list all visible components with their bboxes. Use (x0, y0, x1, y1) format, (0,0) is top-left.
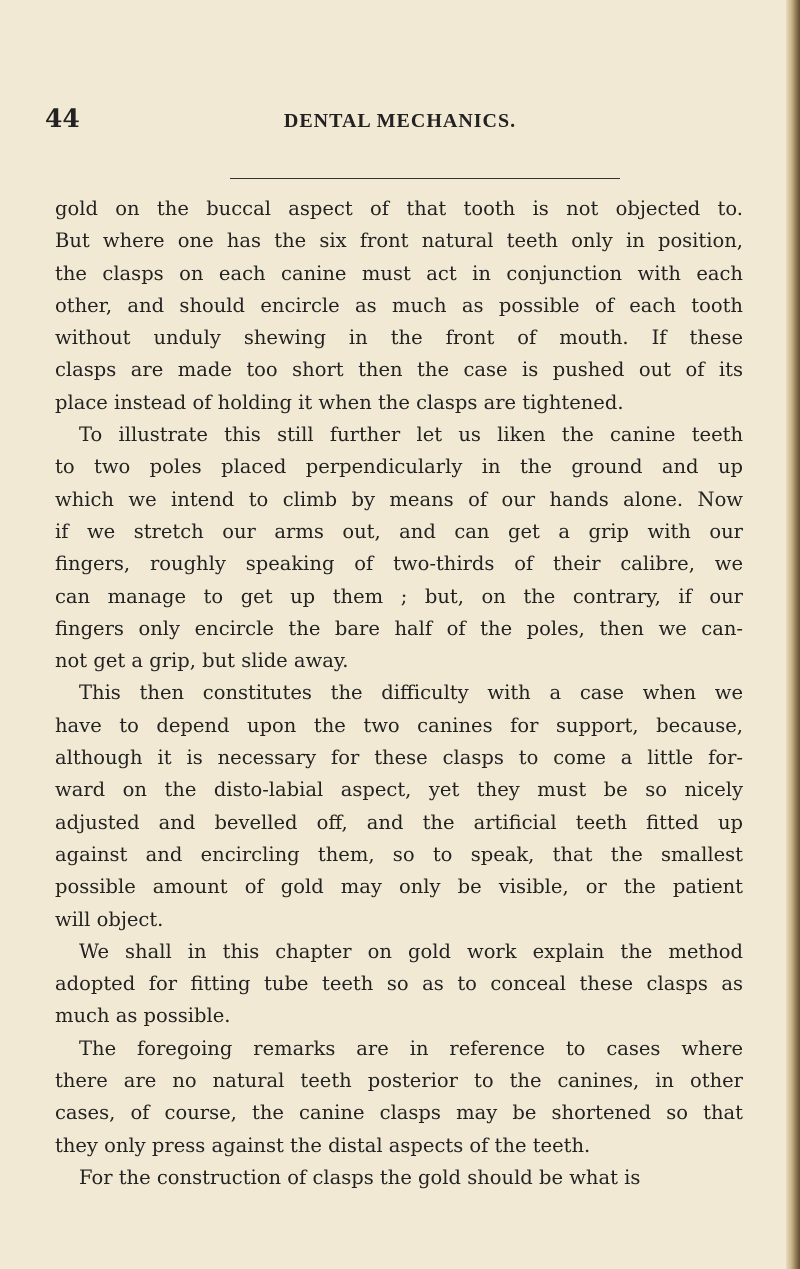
text-line: This then constitutes the difficulty with a case when we (79, 681, 743, 705)
text-line: the clasps on each canine must act in conjunction with each (55, 261, 743, 285)
page-edge (786, 0, 800, 1269)
text-line: cases, of course, the canine clasps may be shortened so that (55, 1101, 743, 1125)
text-line: gold on the buccal aspect of that tooth is not objected to. (55, 197, 743, 220)
text-line: The foregoing remarks are in reference to cases where (79, 1036, 743, 1060)
text-line: adopted for fitting tube teeth so as to conceal these clasps as (55, 972, 743, 996)
text-line: although it is necessary for these clasps to come a little for- (55, 746, 743, 770)
text-line: which we intend to climb by means of our hands alone. Now (55, 487, 743, 511)
text-line: To illustrate this still further let us liken the canine teeth (79, 423, 743, 447)
text-line: much as possible. (55, 1004, 231, 1028)
page-number: 44 (45, 104, 80, 133)
text-line: have to depend upon the two canines for support, because, (55, 713, 743, 737)
text-line: without unduly shewing in the front of mouth. If these (55, 326, 743, 350)
text-line: not get a grip, but slide away. (55, 649, 349, 673)
text-line: if we stretch our arms out, and can get a grip with our (55, 519, 743, 543)
text-line: For the construction of clasps the gold should be what is (79, 1165, 641, 1189)
text-line: other, and should encircle as much as possible of each tooth (55, 293, 743, 317)
text-line: fingers, roughly speaking of two-thirds of their calibre, we (55, 552, 743, 576)
text-line: to two poles placed perpendicularly in the ground and up (55, 455, 743, 479)
text-line: ward on the disto-labial aspect, yet they must be so nicely (55, 778, 743, 802)
text-line: can manage to get up them ; but, on the contrary, if our (55, 584, 743, 608)
text-line: place instead of holding it when the clasps are tightened. (55, 390, 624, 414)
text-line: adjusted and bevelled off, and the artificial teeth fitted up (55, 810, 743, 834)
text-line: We shall in this chapter on gold work explain the method (79, 939, 743, 963)
body-text (55, 193, 743, 1194)
text-line: possible amount of gold may only be visible, or the patient (55, 875, 743, 899)
header-rule (230, 178, 620, 179)
text-line: will object. (55, 907, 164, 931)
running-head: DENTAL MECHANICS. (283, 110, 517, 132)
text-line: But where one has the six front natural teeth only in position, (55, 229, 743, 253)
text-line: fingers only encircle the bare half of the poles, then we can- (55, 616, 743, 640)
text-line: against and encircling them, so to speak, that the smallest (55, 842, 743, 866)
text-line: clasps are made too short then the case is pushed out of its (55, 358, 743, 382)
text-line: there are no natural teeth posterior to the canines, in other (55, 1069, 743, 1093)
text-line: they only press against the distal aspects of the teeth. (55, 1133, 591, 1157)
